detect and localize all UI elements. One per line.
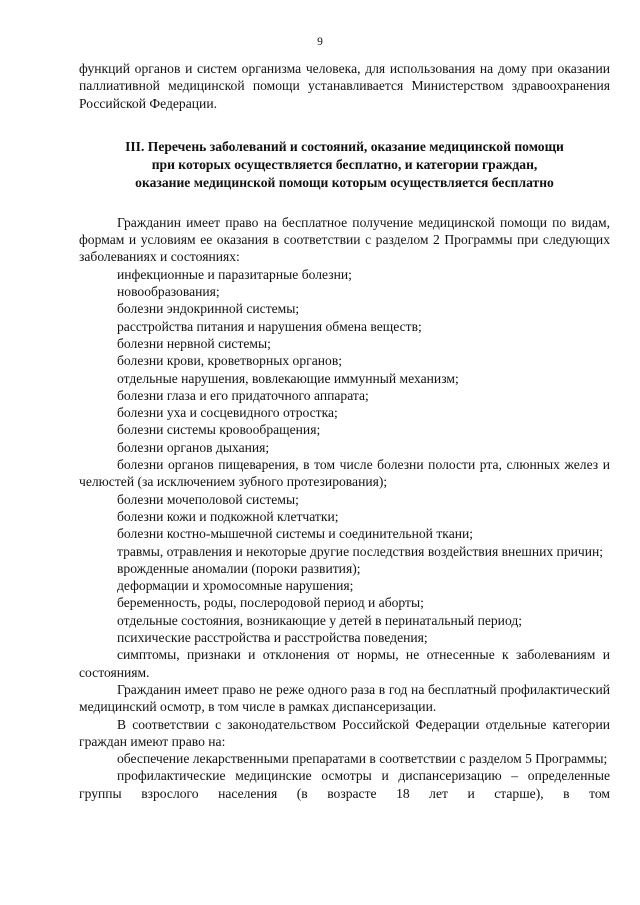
categories-intro-paragraph: В соответствии с законодательством Российской Федерации отдельные категории граждан имеют право на: — [79, 716, 610, 749]
condition-item: травмы, отравления и некоторые другие последствия воздействия внешних причин; — [117, 543, 604, 559]
condition-item: болезни органов дыхания; — [117, 439, 270, 455]
condition-item: отдельные состояния, возникающие у детей в перинатальный период; — [117, 612, 523, 628]
condition-item: болезни глаза и его придаточного аппарата; — [117, 387, 369, 403]
document-body — [79, 60, 610, 802]
condition-item: болезни кожи и подкожной клетчатки; — [117, 508, 339, 524]
condition-item: расстройства питания и нарушения обмена веществ; — [117, 318, 422, 334]
condition-item: болезни уха и сосцевидного отростка; — [117, 405, 338, 421]
section-heading — [79, 138, 610, 192]
condition-item: болезни системы кровообращения; — [117, 422, 321, 438]
checkup-paragraph: Гражданин имеет право не реже одного раза в год на бесплатный профилактический медицинский осмотр, в том числе в рамках диспансеризации. — [79, 681, 610, 715]
right-item: профилактические медицинские осмотры и диспансеризацию – определенные группы взрослого населения (в возрасте 18 лет и старше), в том — [79, 768, 610, 801]
condition-item: болезни мочеполовой системы; — [117, 491, 299, 507]
section-heading-line: III. Перечень заболеваний и состояний, оказание медицинской помощи — [125, 138, 564, 154]
condition-item: болезни нервной системы; — [117, 335, 271, 351]
section-heading-line: при которых осуществляется бесплатно, и категории граждан, — [151, 156, 538, 172]
lead-paragraph: Гражданин имеет право на бесплатное получение медицинской помощи по видам, формам и условиям ее оказания в соответствии с разделом 2 Программы при следующих заболеваниях и состояниях: — [79, 214, 610, 265]
condition-item: болезни костно-мышечной системы и соединительной ткани; — [117, 526, 474, 542]
section-heading-line: оказание медицинской помощи которым осуществляется бесплатно — [135, 174, 554, 190]
condition-item: беременность, роды, послеродовой период и аборты; — [117, 595, 424, 611]
condition-item: психические расстройства и расстройства поведения; — [117, 630, 428, 646]
condition-item: деформации и хромосомные нарушения; — [117, 578, 354, 594]
page-number: 9 — [317, 36, 323, 48]
condition-item: инфекционные и паразитарные болезни; — [117, 266, 352, 282]
condition-item: новообразования; — [117, 284, 220, 300]
intro-paragraph: функций органов и систем организма человека, для использования на дому при оказании паллиативной медицинской помощи устанавливается Министерством здравоохранения Российской Федерации. — [79, 61, 610, 111]
condition-item: болезни эндокринной системы; — [117, 301, 300, 317]
condition-item: отдельные нарушения, вовлекающие иммунный механизм; — [117, 370, 459, 386]
condition-item: симптомы, признаки и отклонения от нормы, не отнесенные к заболеваниям и состояниям. — [79, 647, 610, 680]
condition-item: болезни органов пищеварения, в том числе болезни полости рта, слюнных желез и челюстей (за исключением зубного протезирования); — [79, 457, 610, 490]
condition-item: болезни крови, кроветворных органов; — [117, 353, 343, 369]
condition-item: врожденные аномалии (пороки развития); — [117, 560, 361, 576]
right-item: обеспечение лекарственными препаратами в соответствии с разделом 5 Программы; — [117, 751, 608, 767]
